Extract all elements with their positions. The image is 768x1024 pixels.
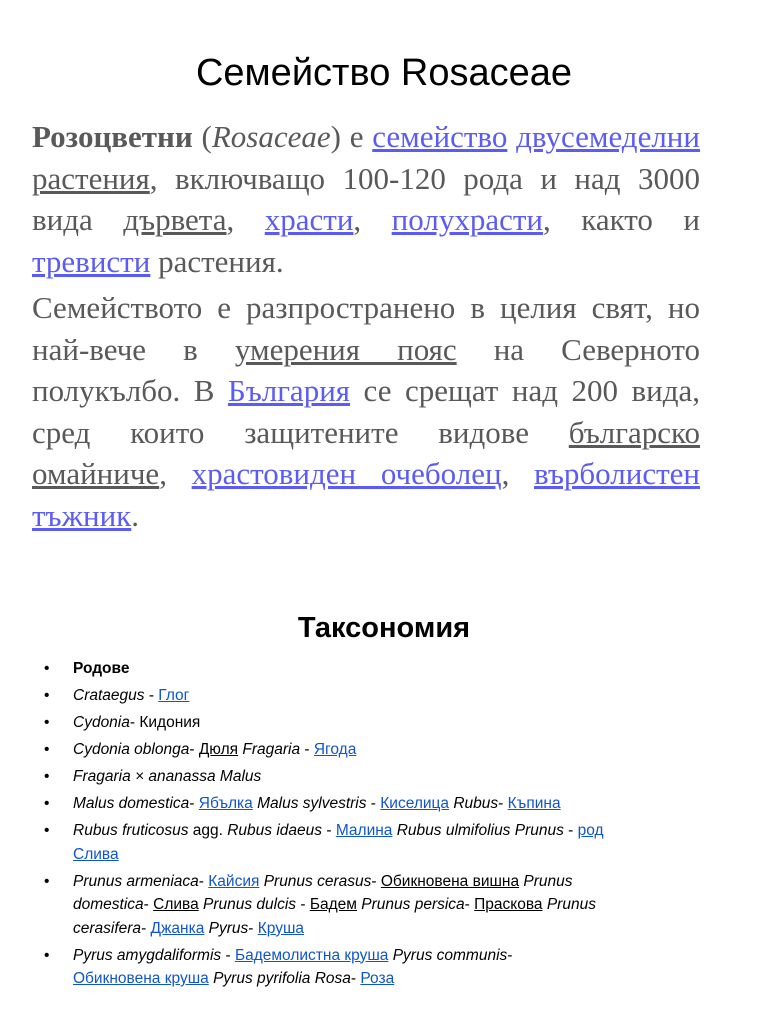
link-dyulya[interactable]: Дюля (198, 741, 239, 758)
bullet: • (44, 946, 50, 964)
link-praskova[interactable]: Праскова (474, 896, 543, 913)
link-semeystvo[interactable]: семейство (372, 119, 508, 154)
page-title: Семейство Rosaceae (195, 52, 573, 94)
bullet: • (44, 714, 50, 731)
link-bademolistna-krusha[interactable]: Бадемолистна круша (234, 946, 389, 964)
list-item: • Pyrus amygdaliformis - Бадемолистна круша Pyrus communis- Обикновена круша Pyrus pyrifolia Rosa- Роза (44, 944, 604, 991)
link-darveta[interactable]: дървета (123, 202, 227, 237)
bullet: • (44, 741, 50, 758)
bullet: • (44, 872, 50, 890)
link-umereniya-poyas[interactable]: умерения пояс (234, 331, 457, 367)
bullet: • (44, 687, 50, 704)
intro-paragraph-1: Розоцветни (Rosaceae) е семейство двусемеделни растения, включващо 100-120 рода и над 3000 вида дървета, храсти, полухрасти, както и тревисти растения. (32, 119, 700, 279)
bullet: • (44, 795, 50, 812)
link-obiknovena-vishna[interactable]: Обикновена вишна (380, 872, 520, 890)
link-dzhanka[interactable]: Джанка (150, 919, 205, 937)
list-item: • Fragaria × ananassa Malus (44, 765, 604, 789)
genera-list (44, 657, 604, 994)
list-item: • Crataegus - Глог (44, 684, 604, 708)
list-item: • Prunus armeniaca- Кайсия Prunus cerasus- Обикновена вишна Prunus domestica- Слива Prunus dulcis - Бадем Prunus persica- Праскова Prunus cerasifera- Джанка Pyrus- Круша (44, 870, 604, 941)
link-yagoda[interactable]: Ягода (313, 741, 357, 758)
list-item: • Родове (44, 657, 604, 681)
link-badem[interactable]: Бадем (309, 896, 357, 913)
term-rosotsvetni: Розоцветни (32, 119, 193, 154)
list-item: • Cydonia- Кидония (44, 711, 604, 735)
bullet: • (44, 660, 50, 677)
list-item: • Cydonia oblonga- Дюля Fragaria - Ягода (44, 738, 604, 762)
taxonomy-heading: Таксономия (297, 612, 471, 644)
intro-text (32, 116, 700, 541)
link-hrasti[interactable]: храсти (264, 202, 354, 237)
bullet: • (44, 768, 50, 785)
link-dvusemedelni[interactable]: двусемеделни (516, 119, 700, 154)
link-trevisti[interactable]: тревисти (32, 243, 151, 279)
list-item: • Malus domestica- Ябълка Malus sylvestris - Киселица Rubus- Къпина (44, 792, 604, 816)
link-varbolisten-tazhnik[interactable]: върболистен тъжник (32, 456, 700, 533)
link-kapina[interactable]: Къпина (507, 795, 561, 812)
link-krusha[interactable]: Круша (257, 919, 305, 937)
link-bulgaria[interactable]: България (227, 373, 351, 408)
link-glog[interactable]: Глог (158, 687, 190, 704)
link-kiselitsa[interactable]: Киселица (380, 795, 450, 812)
link-malina[interactable]: Малина (335, 822, 393, 839)
link-roza[interactable]: Роза (360, 970, 395, 987)
link-rod-sliva[interactable]: род Слива (73, 822, 604, 863)
link-kaysiya[interactable]: Кайсия (208, 872, 260, 890)
bullet: • (44, 822, 50, 839)
latin-name: Rosaceae (211, 119, 331, 154)
link-sliva[interactable]: Слива (153, 896, 199, 913)
list-item: • Rubus fruticosus agg. Rubus idaeus - Малина Rubus ulmifolius Prunus - род Слива (44, 819, 604, 866)
link-balgarsko-omayniche[interactable]: българско омайниче (32, 414, 700, 491)
link-rasteniya[interactable]: растения (32, 160, 150, 196)
link-yabalka[interactable]: Ябълка (198, 795, 253, 812)
link-obiknovena-krusha[interactable]: Обикновена круша (73, 970, 209, 987)
link-poluhrasti[interactable]: полухрасти (391, 202, 543, 237)
intro-paragraph-2: Семейството е разпространено в целия свят, но най-вече в умерения пояс на Северното полукълбо. В България се срещат над 200 вида, сред които защитените видове българско омайниче, храстовиден очеболец, върболистен тъжник. (32, 290, 700, 533)
link-hrastoviden-ochebolets[interactable]: храстовиден очеболец (191, 456, 502, 491)
